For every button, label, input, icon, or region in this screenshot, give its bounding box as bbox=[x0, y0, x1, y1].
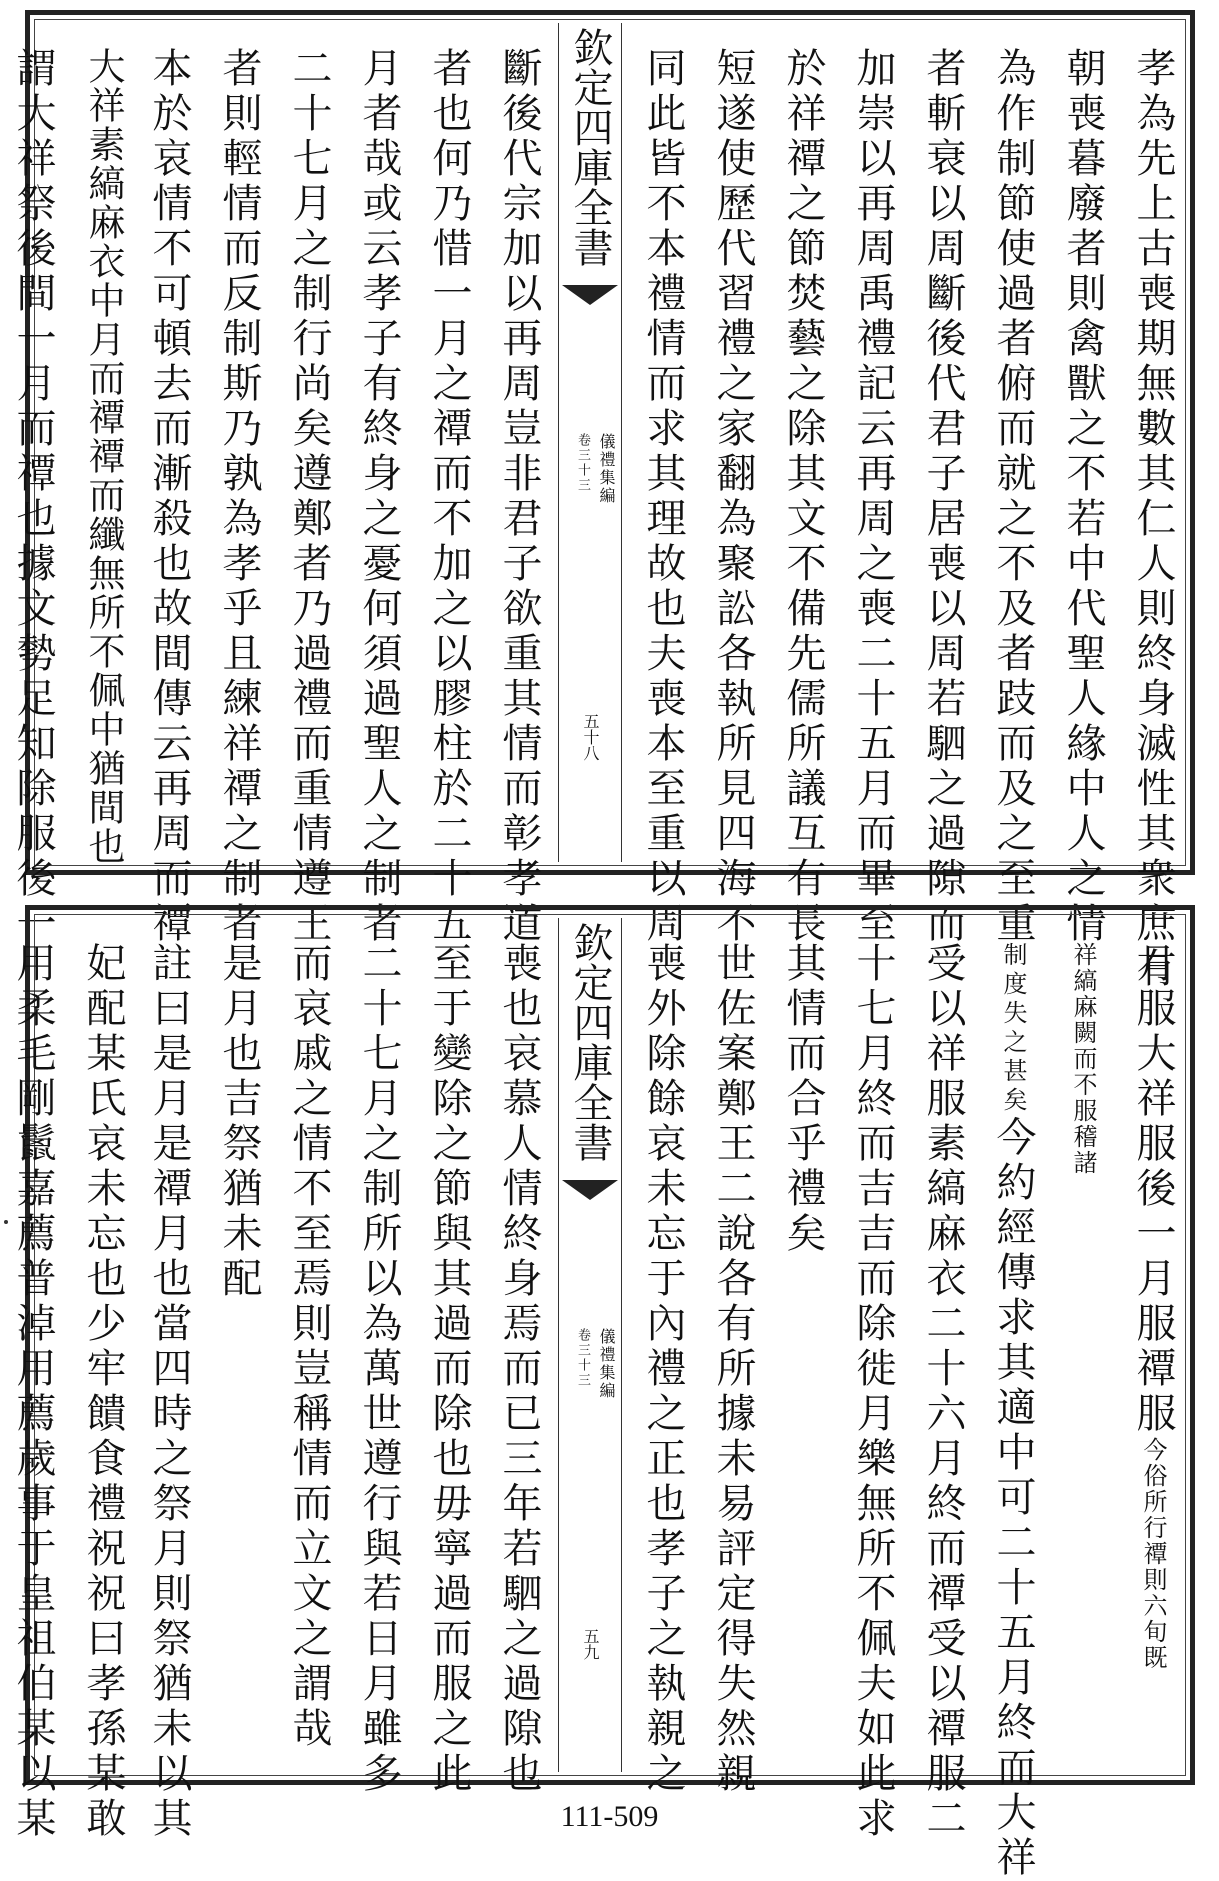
text-column: 世佐案鄭王二說各有所據未易評定得失然親 bbox=[710, 942, 756, 1797]
text-column: 十七月終而吉吉而除徙月樂無所不佩夫如此求 bbox=[850, 942, 896, 1842]
juan-number: 卷三十三 bbox=[575, 1328, 590, 1388]
text-column: 二十七月之制所以為萬世遵行與若日月雖多 bbox=[356, 942, 402, 1797]
center-fold-column bbox=[558, 918, 622, 1772]
text-column: 其情而合乎禮矣 bbox=[780, 942, 826, 1257]
commentary-note: 今俗所行禫則六旬既 bbox=[1139, 1437, 1167, 1671]
text-column: 者也何乃惜一月之禫而不加之以膠柱於二十五 bbox=[426, 47, 472, 947]
text-column bbox=[980, 942, 1046, 1881]
text-column: 註曰是月是禫月也當四時之祭月則祭猶未以其 bbox=[146, 942, 192, 1842]
text-column: 朝喪暮廢者則禽獸之不若中代聖人緣中人之情 bbox=[1060, 47, 1106, 947]
text-column: 孝為先上古喪期無數其仁人則終身滅性其衆庶有 bbox=[1130, 47, 1176, 992]
text-column: 喪也哀慕人情終身焉而已三年若駟之過隙也 bbox=[496, 942, 542, 1797]
text-column: 於祥禫之節焚藝之除其文不備先儒所議互有長 bbox=[780, 47, 826, 947]
text-column bbox=[1050, 942, 1116, 1176]
text-column: 本於哀情不可頓去而漸殺也故間傳云再周而禫 bbox=[146, 47, 192, 947]
text-column: 謂大祥祭後間一月而禫也據文勢足知除服後一 bbox=[10, 47, 56, 947]
book-name: 儀禮集編 bbox=[597, 433, 616, 505]
text-column: 喪外除餘哀未忘于內禮之正也孝子之執親之 bbox=[640, 942, 686, 1797]
text-column: 月者哉或云孝子有終身之憂何須過聖人之制者 bbox=[356, 47, 402, 947]
text-column: 加崇以再周禹禮記云再周之喪二十五月而畢至 bbox=[850, 47, 896, 947]
book-title: 欽定四庫全書 bbox=[567, 27, 613, 267]
text-column: 妃配某氏哀未忘也少牢饋食禮祝祝曰孝孫某敢 bbox=[80, 942, 126, 1842]
text-column bbox=[1120, 942, 1186, 1671]
main-text: 月服大祥服後一月服禫服 bbox=[1130, 942, 1176, 1437]
text-column: 受以祥服素縞麻衣二十六月終而禫受以禫服二 bbox=[920, 942, 966, 1842]
text-column: 斷後代宗加以再周豈非君子欲重其情而彰孝道 bbox=[496, 47, 542, 947]
text-column: 是月也吉祭猶未配 bbox=[216, 942, 262, 1302]
page-number: 111-509 bbox=[560, 1800, 659, 1833]
fish-tail-mark bbox=[562, 285, 618, 305]
text-column: 者斬衰以周斷後代君子居喪以周若駟之過隙而 bbox=[920, 47, 966, 947]
text-column: 二十七月之制行尚矣遵鄭者乃過禮而重情遵王 bbox=[286, 47, 332, 947]
commentary-note: 制度失 bbox=[999, 942, 1027, 1029]
book-name: 儀禮集編 bbox=[597, 1328, 616, 1400]
text-column: 同此皆不本禮情而求其理故也夫喪本至重以周 bbox=[640, 47, 686, 947]
commentary-note: 之甚矣 bbox=[999, 1029, 1027, 1116]
book-title: 欽定四庫全書 bbox=[567, 922, 613, 1162]
text-column: 者則輕情而反制斯乃孰為孝乎且練祥禫之制者 bbox=[216, 47, 262, 947]
text-column: 為作制節使過者俯而就之不及者跂而及之至重 bbox=[990, 47, 1036, 947]
commentary-note: 祥縞麻闕而不服稽諸 bbox=[1069, 942, 1097, 1176]
center-fold-column bbox=[558, 23, 622, 862]
scan-speck bbox=[4, 1220, 8, 1224]
main-text: 今約經傳求其適中可二十五月終而大祥 bbox=[990, 1116, 1036, 1881]
text-column: 而哀戚之情不至焉則豈稱情而立文之謂哉 bbox=[286, 942, 332, 1752]
text-column: 大祥素縞麻衣中月而禫禫而纖無所不佩中猶間也 bbox=[82, 47, 125, 866]
juan-number: 卷三十三 bbox=[575, 433, 590, 493]
fish-tail-mark bbox=[562, 1180, 618, 1200]
text-column: 短遂使歷代習禮之家翻為聚訟各執所見四海不 bbox=[710, 47, 756, 947]
folio-number: 五九 bbox=[581, 1628, 600, 1660]
text-column: 至于變除之節與其過而除也毋寧過而服之此 bbox=[426, 942, 472, 1797]
folio-number: 五十八 bbox=[581, 713, 600, 761]
text-column: 用柔毛剛鬛嘉薦普淖用薦歲事于皇祖伯某以某 bbox=[10, 942, 56, 1842]
